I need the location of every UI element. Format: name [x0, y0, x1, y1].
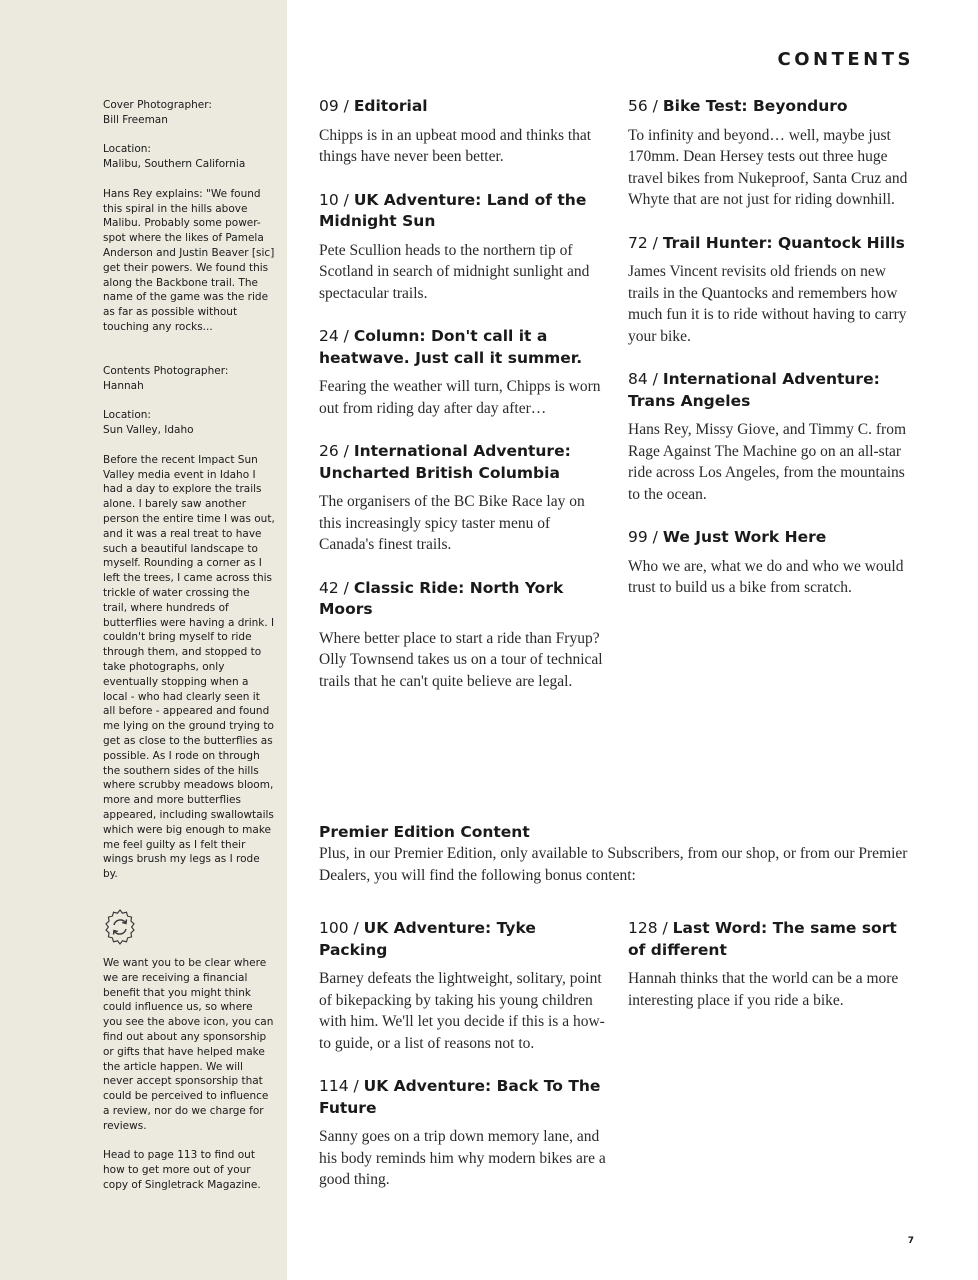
entry-page-number: 09 / [319, 97, 354, 115]
premier-text: Plus, in our Premier Edition, only available to Subscribers, from our shop, or from our Premier Dealers, you will find the following bonus content: [319, 845, 908, 884]
entry-description: The organisers of the BC Bike Race lay on this increasingly spicy taster menu of Canada's finest trails. [319, 493, 585, 553]
entry-title: Editorial [353, 97, 428, 115]
entry-title: International Adventure: Trans Angeles [628, 370, 880, 410]
entry-title: Trail Hunter: Quantock Hills [662, 233, 905, 252]
contents-entry [628, 527, 918, 599]
caption-sidebar [0, 0, 287, 1280]
entry-title: Bike Test: Beyonduro [662, 97, 848, 115]
entry-description: Where better place to start a ride than Fryup? Olly Townsend takes us on a tour of technical trails that he can't quite believe are legal. [319, 629, 603, 690]
contents-entry [628, 918, 918, 1011]
disclosure-text: We want you to be clear where we are receiving a financial benefit that you might think could influence us, so where you see the above icon, you can find out about any sponsorship or gifts that have helped make the article happen. We will never accept sponsorship that could be perceived to influence a review, nor do we charge for reviews. [103, 957, 274, 1132]
entry-description: Hannah thinks that the world can be a more interesting place if you ride a bike. [628, 970, 899, 1009]
contents-column-1 [319, 96, 603, 714]
contents-entry [319, 96, 603, 168]
entry-page-number: 26 / [319, 442, 354, 460]
page-hint-text: Head to page 113 to find out how to get more out of your copy of Singletrack Magazine. [103, 1149, 261, 1191]
entry-description: Sanny goes on a trip down memory lane, and his body reminds him why modern bikes are a good thing. [319, 1128, 606, 1188]
entry-page-number: 99 / [628, 528, 663, 546]
entry-heading [319, 96, 603, 118]
entry-heading [628, 96, 918, 118]
entry-description: To infinity and beyond… well, maybe just 170mm. Dean Hersey tests out three huge travel bikes from Nukeproof, Santa Cruz and Whyte that are not just for riding downhill. [628, 126, 908, 208]
entry-title: Classic Ride: North York Moors [319, 578, 564, 618]
entry-description: Pete Scullion heads to the northern tip of Scotland in search of midnight sunlight and spectacular trails. [319, 241, 590, 302]
contents-entry [319, 441, 603, 556]
cover-photographer: Cover Photographer: Bill Freeman [103, 99, 212, 126]
premier-title: Premier Edition Content [319, 823, 530, 841]
entry-heading [319, 326, 603, 369]
entry-description: Barney defeats the lightweight, solitary, point of bikepacking by taking his young children with him. We'll let you decide if this is a how-to guide, or a list of reasons not to. [319, 970, 605, 1052]
entry-page-number: 42 / [319, 578, 354, 597]
entry-page-number: 56 / [628, 97, 663, 115]
sponsorship-notice [103, 956, 275, 1208]
entry-title: Column: Don't call it a heatwave. Just call it summer. [319, 327, 583, 367]
entry-heading [319, 441, 603, 484]
entry-title: UK Adventure: Land of the Midnight Sun [319, 190, 587, 230]
premier-column-2 [628, 918, 918, 1033]
entry-page-number: 10 / [319, 190, 354, 209]
entry-heading [319, 1076, 609, 1119]
entry-page-number: 84 / [628, 370, 663, 388]
contents-column-2 [628, 96, 918, 621]
entry-heading [319, 918, 609, 961]
entry-page-number: 24 / [319, 327, 354, 345]
sponsorship-cycle-icon [101, 908, 139, 946]
entry-description: Who we are, what we do and who we would trust to build us a bike from scratch. [628, 557, 904, 596]
entry-page-number: 72 / [628, 233, 663, 252]
contents-entry [628, 96, 918, 211]
entry-title: Last Word: The same sort of different [628, 919, 897, 959]
contents-entry [628, 233, 918, 348]
contents-location: Location: Sun Valley, Idaho [103, 409, 194, 437]
entry-description: Fearing the weather will turn, Chipps is worn out from riding day after day after… [319, 378, 601, 417]
entry-heading [628, 527, 918, 549]
entry-heading [628, 369, 918, 412]
entry-title: UK Adventure: Back To The Future [319, 1077, 601, 1117]
contents-entry [628, 369, 918, 505]
entry-page-number: 114 / [319, 1077, 364, 1095]
page-title: CONTENTS [777, 49, 914, 70]
page-number: 7 [907, 1236, 914, 1246]
entry-title: UK Adventure: Tyke Packing [319, 919, 536, 959]
contents-entry [319, 918, 609, 1054]
cover-location: Location: Malibu, Southern California [103, 143, 246, 171]
contents-entry [319, 190, 603, 305]
cover-credits [103, 98, 275, 350]
contents-photographer: Contents Photographer: Hannah [103, 365, 229, 392]
entry-page-number: 100 / [319, 919, 364, 937]
entry-heading [628, 918, 918, 961]
contents-entry [319, 326, 603, 419]
entry-title: International Adventure: Uncharted British Columbia [319, 442, 571, 482]
entry-description: Hans Rey, Missy Giove, and Timmy C. from Rage Against The Machine go on an all-star ride across Los Angeles, from the mountains to the ocean. [628, 421, 907, 503]
cover-caption: Hans Rey explains: "We found this spiral in the hills above Malibu. Probably some power-spot where the likes of Pamela Anderson and Justin Beaver [sic] get their powers. We found this along the Backbone trail. The name of the game was the ride as far as possible without touching any rocks... [103, 187, 275, 333]
contents-credits [103, 364, 275, 897]
entry-heading [319, 190, 603, 233]
contents-entry [319, 1076, 609, 1191]
entry-heading [628, 233, 918, 255]
entry-heading [319, 578, 603, 621]
entry-title: We Just Work Here [662, 528, 827, 546]
contents-caption: Before the recent Impact Sun Valley media event in Idaho I had a day to explore the trails alone. I barely saw another person the entire time I was out, and it was a real treat to have such a beautiful landscape to myself. Rounding a corner as I left the trees, I came across this trickle of water crossing the trail, where hundreds of butterflies were having a drink. I couldn't bring myself to ride through them, and stopped to take photographs, only eventually stopping when a local - who had clearly seen it all before - appeared and found me lying on the ground trying to get as close to the butterflies as possible. As I rode on through the southern sides of the hills where scrubby meadows bloom, more and more butterflies appeared, including swallowtails which were big enough to make me feel guilty as I felt their wings brush my legs as I rode by. [103, 453, 275, 881]
premier-column-1 [319, 918, 609, 1213]
contents-entry [319, 578, 603, 693]
entry-description: James Vincent revisits old friends on new trails in the Quantocks and remembers how much fun it is to ride without having to carry your bike. [628, 263, 907, 345]
entry-description: Chipps is in an upbeat mood and thinks that things have never been better. [319, 126, 592, 165]
entry-page-number: 128 / [628, 919, 673, 937]
premier-edition-section [319, 822, 919, 886]
